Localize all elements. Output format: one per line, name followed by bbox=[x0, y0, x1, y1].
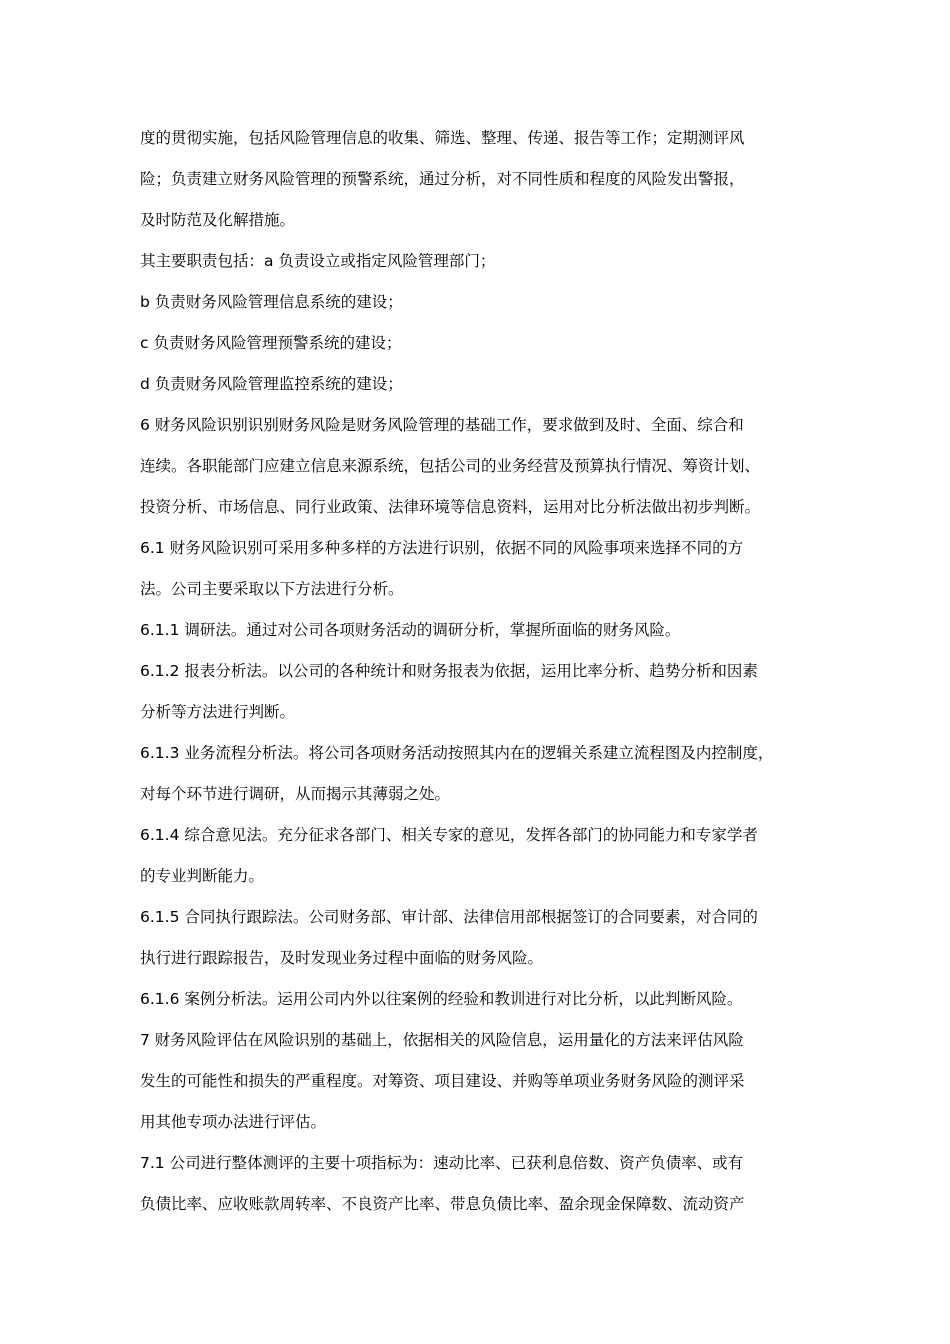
text-line: 度的贯彻实施，包括风险管理信息的收集、筛选、整理、传递、报告等工作；定期测评风 bbox=[140, 129, 745, 147]
text-line: 其主要职责包括：a 负责设立或指定风险管理部门； bbox=[140, 252, 496, 270]
text-line: 6.1 财务风险识别可采用多种多样的方法进行识别，依据不同的风险事项来选择不同的方 bbox=[140, 539, 744, 557]
paragraph-section-6-1-4 bbox=[140, 815, 822, 897]
text-line: 6.1.3 业务流程分析法。将公司各项财务活动按照其内在的逻辑关系建立流程图及内控制度， bbox=[140, 744, 774, 762]
text-line: 6.1.4 综合意见法。充分征求各部门、相关专家的意见，发挥各部门的协同能力和专家学者 bbox=[140, 826, 758, 844]
paragraph-duty-c bbox=[140, 323, 822, 364]
text-line: 6.1.6 案例分析法。运用公司内外以往案例的经验和教训进行对比分析，以此判断风险。 bbox=[140, 990, 743, 1008]
text-line: 及时防范及化解措施。 bbox=[140, 211, 296, 229]
text-line: 用其他专项办法进行评估。 bbox=[140, 1113, 327, 1131]
text-line: 7 财务风险评估在风险识别的基础上，依据相关的风险信息，运用量化的方法来评估风险 bbox=[140, 1031, 744, 1049]
document-page bbox=[140, 118, 822, 1225]
paragraph-section-6-1-6 bbox=[140, 979, 822, 1020]
text-line: 6.1.1 调研法。通过对公司各项财务活动的调研分析，掌握所面临的财务风险。 bbox=[140, 621, 681, 639]
text-line: 连续。各职能部门应建立信息来源系统，包括公司的业务经营及预算执行情况、筹资计划、 bbox=[140, 457, 761, 475]
text-line: 法。公司主要采取以下方法进行分析。 bbox=[140, 580, 404, 598]
text-line: 6.1.5 合同执行跟踪法。公司财务部、审计部、法律信用部根据签订的合同要素，对合同的 bbox=[140, 908, 758, 926]
text-line: 发生的可能性和损失的严重程度。对筹资、项目建设、并购等单项业务财务风险的测评采 bbox=[140, 1072, 745, 1090]
paragraph-duty-b bbox=[140, 282, 822, 323]
paragraph-section-7-1 bbox=[140, 1143, 822, 1225]
paragraph-section-6 bbox=[140, 405, 822, 528]
text-line: 负债比率、应收账款周转率、不良资产比率、带息负债比率、盈余现金保障数、流动资产 bbox=[140, 1195, 745, 1213]
paragraph-section-6-1-5 bbox=[140, 897, 822, 979]
text-line: 执行进行跟踪报告，及时发现业务过程中面临的财务风险。 bbox=[140, 949, 544, 967]
paragraph-section-6-1 bbox=[140, 528, 822, 610]
text-line: d 负责财务风险管理监控系统的建设； bbox=[140, 375, 403, 393]
text-line: 对每个环节进行调研，从而揭示其薄弱之处。 bbox=[140, 785, 451, 803]
paragraph-duties-intro bbox=[140, 241, 822, 282]
text-line: 分析等方法进行判断。 bbox=[140, 703, 296, 721]
paragraph-section-6-1-1 bbox=[140, 610, 822, 651]
paragraph-duty-d bbox=[140, 364, 822, 405]
text-line: b 负责财务风险管理信息系统的建设； bbox=[140, 293, 403, 311]
text-line: 6.1.2 报表分析法。以公司的各种统计和财务报表为依据，运用比率分析、趋势分析和因素 bbox=[140, 662, 758, 680]
paragraph-section-6-1-2 bbox=[140, 651, 822, 733]
paragraph-continuation bbox=[140, 118, 822, 241]
text-line: 6 财务风险识别识别财务风险是财务风险管理的基础工作，要求做到及时、全面、综合和 bbox=[140, 416, 744, 434]
text-line: 的专业判断能力。 bbox=[140, 867, 265, 885]
text-line: 7.1 公司进行整体测评的主要十项指标为：速动比率、已获利息倍数、资产负债率、或有 bbox=[140, 1154, 744, 1172]
paragraph-section-7 bbox=[140, 1020, 822, 1143]
text-line: 投资分析、市场信息、同行业政策、法律环境等信息资料，运用对比分析法做出初步判断。 bbox=[140, 498, 761, 516]
text-line: c 负责财务风险管理预警系统的建设； bbox=[140, 334, 402, 352]
paragraph-section-6-1-3 bbox=[140, 733, 822, 815]
text-line: 险；负责建立财务风险管理的预警系统，通过分析，对不同性质和程度的风险发出警报， bbox=[140, 170, 745, 188]
